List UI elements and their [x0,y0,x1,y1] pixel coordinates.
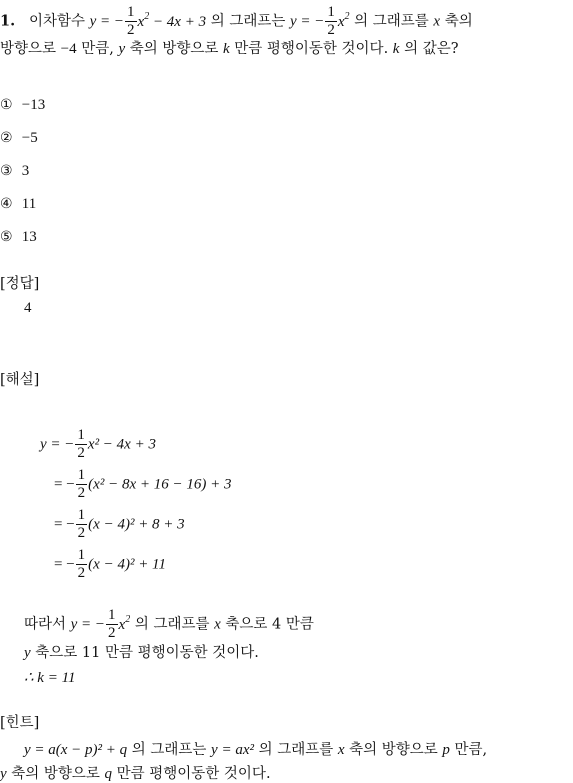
choice-2[interactable] [0,130,38,147]
hint-line-2: y 축의 방향으로 q 만큼 평행이동한 것이다. [0,766,271,782]
problem-eq-1: y = − [89,13,125,30]
choice-value: −5 [21,130,38,146]
choice-3[interactable] [0,163,29,180]
fraction: $\frac{1}{2}$ [327,4,335,38]
answer-value: 4 [24,300,32,316]
solution-label: [해설] [0,372,40,388]
hint-label: [힌트] [0,715,40,731]
problem-eq-2: y = − [289,13,325,30]
solution-therefore: ∴ k = 11 [24,670,76,686]
choice-value: 3 [21,163,30,179]
choice-value: −13 [21,97,46,113]
choice-marker: ④ [0,196,13,212]
choice-1[interactable] [0,97,45,114]
problem-text-3: 의 그래프를 [354,13,429,30]
problem-text-2: 의 그래프는 [210,13,286,30]
choice-marker: ③ [0,163,13,179]
choice-value: 11 [21,196,37,212]
answer-label: [정답] [0,276,40,292]
problem-line-1: 1. 이차함수 y = − $\frac{1}{2}$ $x^2 - 4x + 3$ 의 그래프는 y = − $\frac{1}{2}$ $x^2$ 의 그래프를 x 축의 [0,4,473,38]
problem-text-4: 축의 [444,13,473,30]
solution-text-1: 따라서 y = − $\frac{1}{2}$ $x^2$ 의 그래프를 x 축으로 4 만큼 [24,607,314,641]
choice-4[interactable] [0,196,36,213]
problem-text-1: 이차함수 [28,13,85,30]
problem-number: 1. [0,12,16,30]
solution-line-3: = − $\frac{1}{2}$ (x − 4)² + 8 + 3 [54,507,185,541]
fraction: $\frac{1}{2}$ [127,4,135,38]
solution-text-2: y 축으로 11 만큼 평행이동한 것이다. [24,645,259,661]
choice-5[interactable] [0,229,37,246]
choice-value: 13 [21,229,37,245]
solution-line-4: = − $\frac{1}{2}$ (x − 4)² + 11 [54,547,166,581]
choice-marker: ① [0,97,13,113]
choice-marker: ⑤ [0,229,13,245]
hint-line-1: y = a(x − p)² + q 의 그래프는 y = ax² 의 그래프를 x 축의 방향으로 p 만큼, [24,742,488,758]
choice-marker: ② [0,130,13,146]
solution-line-2: = − $\frac{1}{2}$ (x² − 8x + 16 − 16) + 3 [54,467,232,501]
solution-line-1: y = − $\frac{1}{2}$ x² − 4x + 3 [40,427,156,461]
problem-line-2: 방향으로 −4 만큼, y 축의 방향으로 k 만큼 평행이동한 것이다. k 의 값은? [0,41,459,57]
